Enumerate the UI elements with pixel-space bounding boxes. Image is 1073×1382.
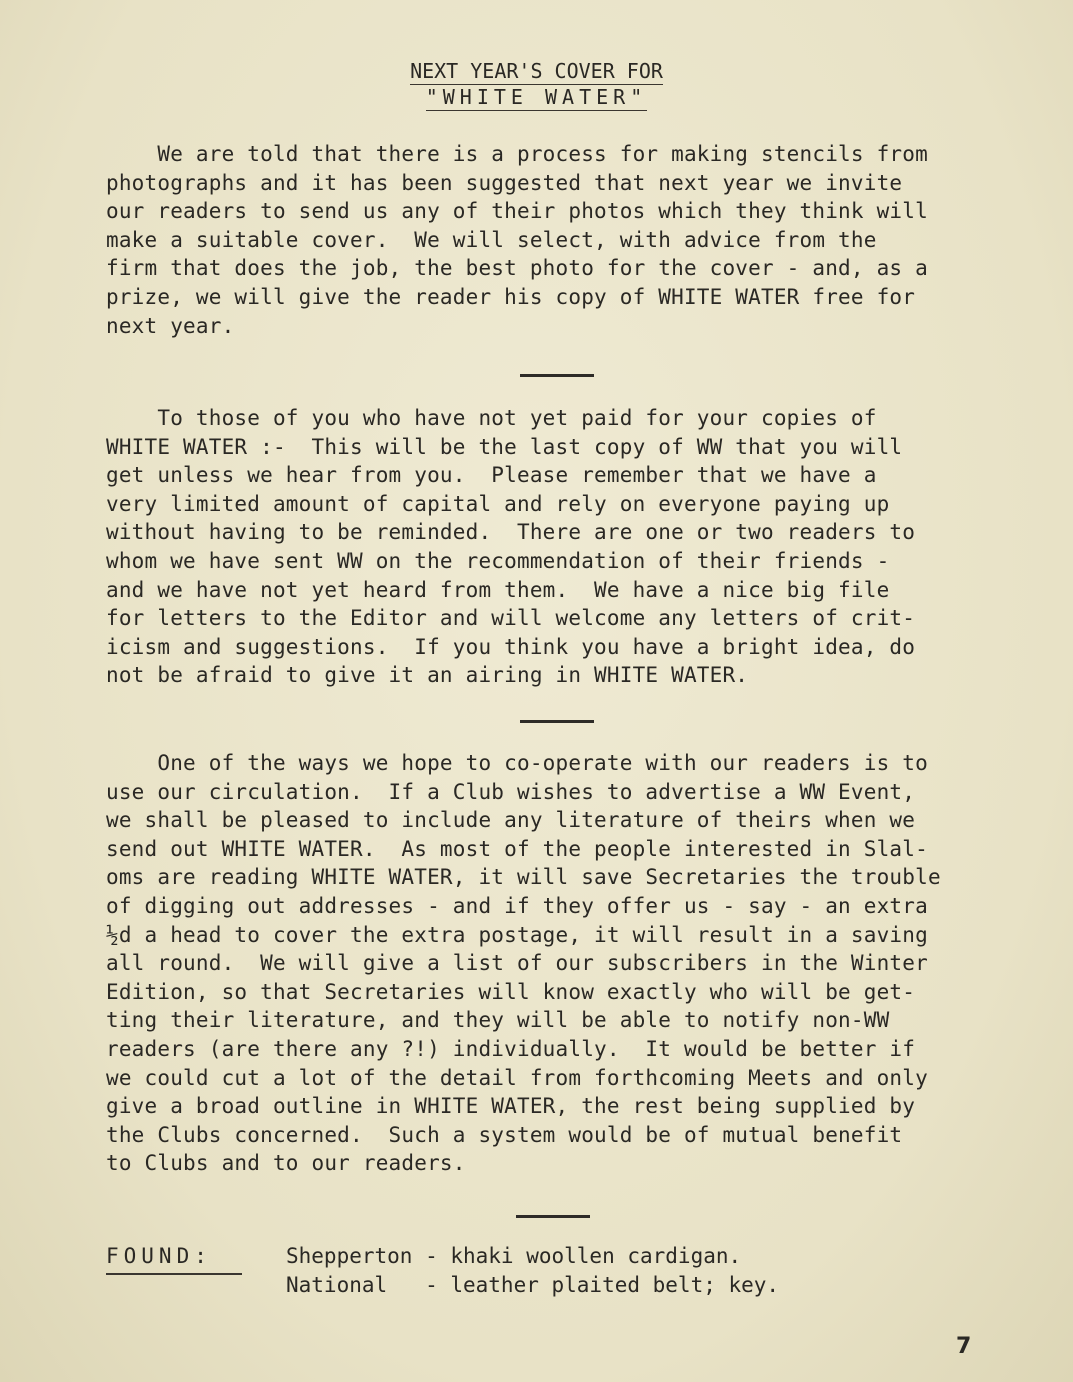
title-line-1: NEXT YEAR'S COVER FOR — [410, 59, 663, 83]
article-title — [0, 58, 1073, 110]
section-divider — [520, 374, 594, 377]
title-line-2: "WHITE WATER" — [425, 85, 648, 109]
paragraph-cover-competition: We are told that there is a process for making stencils from photographs and it has been suggested that next year we invite our readers to send us any of their photos which they think will make a suitable cover. We will select, with advice from the firm that does the job, the best photo for the cover - and, as a prize, we will give the reader his copy of WHITE WATER free for next year. — [106, 142, 928, 338]
found-label: FOUND: — [106, 1244, 212, 1268]
found-items: Shepperton - khaki woollen cardigan. National - leather plaited belt; key. — [286, 1244, 780, 1297]
paragraph-payment-reminder: To those of you who have not yet paid for your copies of WHITE WATER :- This will be the last copy of WW that you will get unless we hear from you. Please remember that we have a very limited amount of capital and rely on everyone paying up without having to be reminded. There are one or two readers to whom we have sent WW on the recommendation of their friends - and we have not yet heard from them. We have a nice big file for letters to the Editor and will welcome any letters of crit- icism and suggestions. If you think you have a bright idea, do not be afraid to give it an airing in WHITE WATER. — [106, 406, 916, 688]
section-divider — [520, 720, 594, 723]
found-underline — [106, 1273, 242, 1275]
section-divider — [516, 1215, 590, 1218]
page-number: 7 — [956, 1334, 972, 1359]
paragraph-circulation: One of the ways we hope to co-operate with our readers is to use our circulation. If a Club wishes to advertise a WW Event, we shall be pleased to include any literature of theirs when we send out WHITE WATER. As most of the people interested in Slal- oms are reading WHITE WATER, it will save Secretaries the trouble of digging out addresses - and if they offer us - say - an extra ½d a head to cover the extra postage, it will result in a saving all round. We will give a list of our subscribers in the Winter Edition, so that Secretaries will know exactly who will be get- ting their literature, and they will be able to notify non-WW readers (are there any ?!) individually. It would be better if we could cut a lot of the detail from forthcoming Meets and only give a broad outline in WHITE WATER, the rest being supplied by the Clubs concerned. Such a system would be of mutual benefit to Clubs and to our readers. — [106, 751, 941, 1176]
